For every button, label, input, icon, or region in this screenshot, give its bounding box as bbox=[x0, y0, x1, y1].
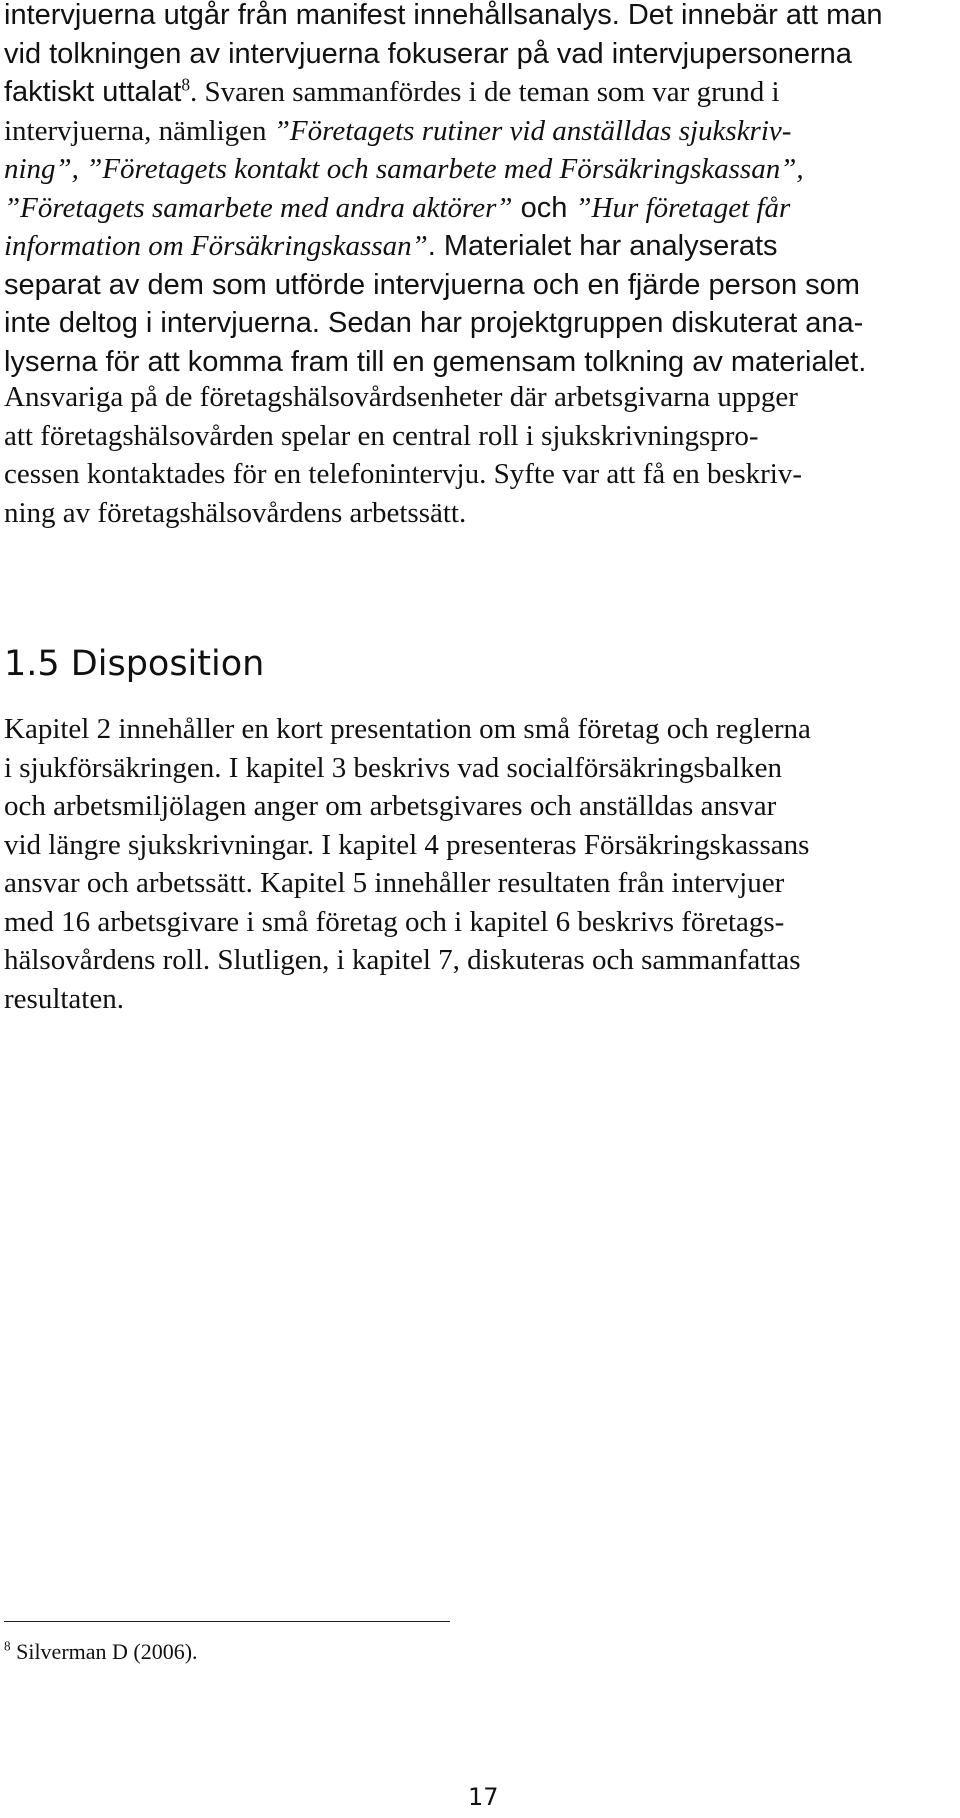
text-line: att företagshälsovården spelar en central roll i sjukskrivningspro- bbox=[4, 419, 759, 452]
text-line bbox=[4, 227, 954, 266]
page-number: 17 bbox=[468, 1783, 499, 1811]
theme-title: ”Företagets samarbete med andra aktörer” bbox=[4, 191, 513, 224]
text-line: ning av företagshälsovårdens arbetssätt. bbox=[4, 496, 467, 529]
text-line: separat av dem som utförde intervjuerna och en fjärde person som bbox=[4, 268, 860, 301]
text-line bbox=[4, 150, 954, 189]
paragraph-disposition bbox=[4, 710, 954, 1018]
footnote bbox=[4, 1637, 198, 1667]
text-line: cessen kontaktades för en telefonintervju. Syfte var att få en beskriv- bbox=[4, 458, 803, 490]
footnote-reference: 8 bbox=[181, 74, 191, 95]
text-segment: faktiskt uttalat bbox=[4, 76, 182, 108]
text-line: vid tolkningen av intervjuerna fokuserar på vad intervjupersonerna bbox=[4, 37, 852, 70]
text-line bbox=[4, 73, 954, 112]
section-heading: 1.5 Disposition bbox=[4, 644, 265, 684]
text-line: hälsovårdens roll. Slutligen, i kapitel 7, diskuteras och sammanfattas bbox=[4, 944, 801, 976]
text-line: Kapitel 2 innehåller en kort presentation om små företag och reglerna bbox=[4, 713, 811, 745]
text-segment: . Materialet har analyserats bbox=[427, 230, 778, 262]
text-line: Ansvariga på de företagshälsovårdsenheter där arbetsgivarna uppger bbox=[4, 381, 798, 413]
text-line: inte deltog i intervjuerna. Sedan har projektgruppen diskuterat ana- bbox=[4, 307, 864, 339]
text-line: vid längre sjukskrivningar. I kapitel 4 presenteras Försäkringskassans bbox=[4, 828, 810, 861]
paragraph-method bbox=[4, 0, 954, 381]
text-segment: intervjuerna, nämligen bbox=[4, 114, 274, 147]
text-line: i sjukförsäkringen. I kapitel 3 beskrivs vad socialförsäkringsbalken bbox=[4, 751, 782, 784]
theme-title: ning”, ”Företagets kontakt och samarbete med Försäkringskassan”, bbox=[4, 153, 804, 185]
text-line bbox=[4, 112, 954, 151]
text-line: lyserna för att komma fram till en gemensam tolkning av materialet. bbox=[4, 345, 867, 378]
text-segment: . Svaren sammanfördes i de teman som var grund i bbox=[190, 76, 780, 108]
theme-title: ”Företagets rutiner vid anställdas sjukskriv- bbox=[273, 114, 792, 147]
theme-title: information om Försäkringskassan” bbox=[4, 230, 428, 262]
theme-title: ”Hur företaget får bbox=[575, 191, 791, 224]
text-line: och arbetsmiljölagen anger om arbetsgivares och anställdas ansvar bbox=[4, 790, 777, 822]
text-line: ansvar och arbetssätt. Kapitel 5 innehåller resultaten från intervjuer bbox=[4, 867, 785, 899]
footnote-divider bbox=[4, 1621, 450, 1622]
text-line: resultaten. bbox=[4, 982, 124, 1015]
footnote-number: 8 bbox=[4, 1638, 11, 1654]
text-line bbox=[4, 189, 954, 228]
footnote-text: Silverman D (2006). bbox=[10, 1639, 198, 1664]
text-line: intervjuerna utgår från manifest innehållsanalys. Det innebär att man bbox=[4, 0, 883, 31]
text-line: med 16 arbetsgivare i små företag och i kapitel 6 beskrivs företags- bbox=[4, 905, 785, 938]
paragraph-occupational-health bbox=[4, 378, 954, 532]
text-segment: och bbox=[512, 191, 576, 224]
